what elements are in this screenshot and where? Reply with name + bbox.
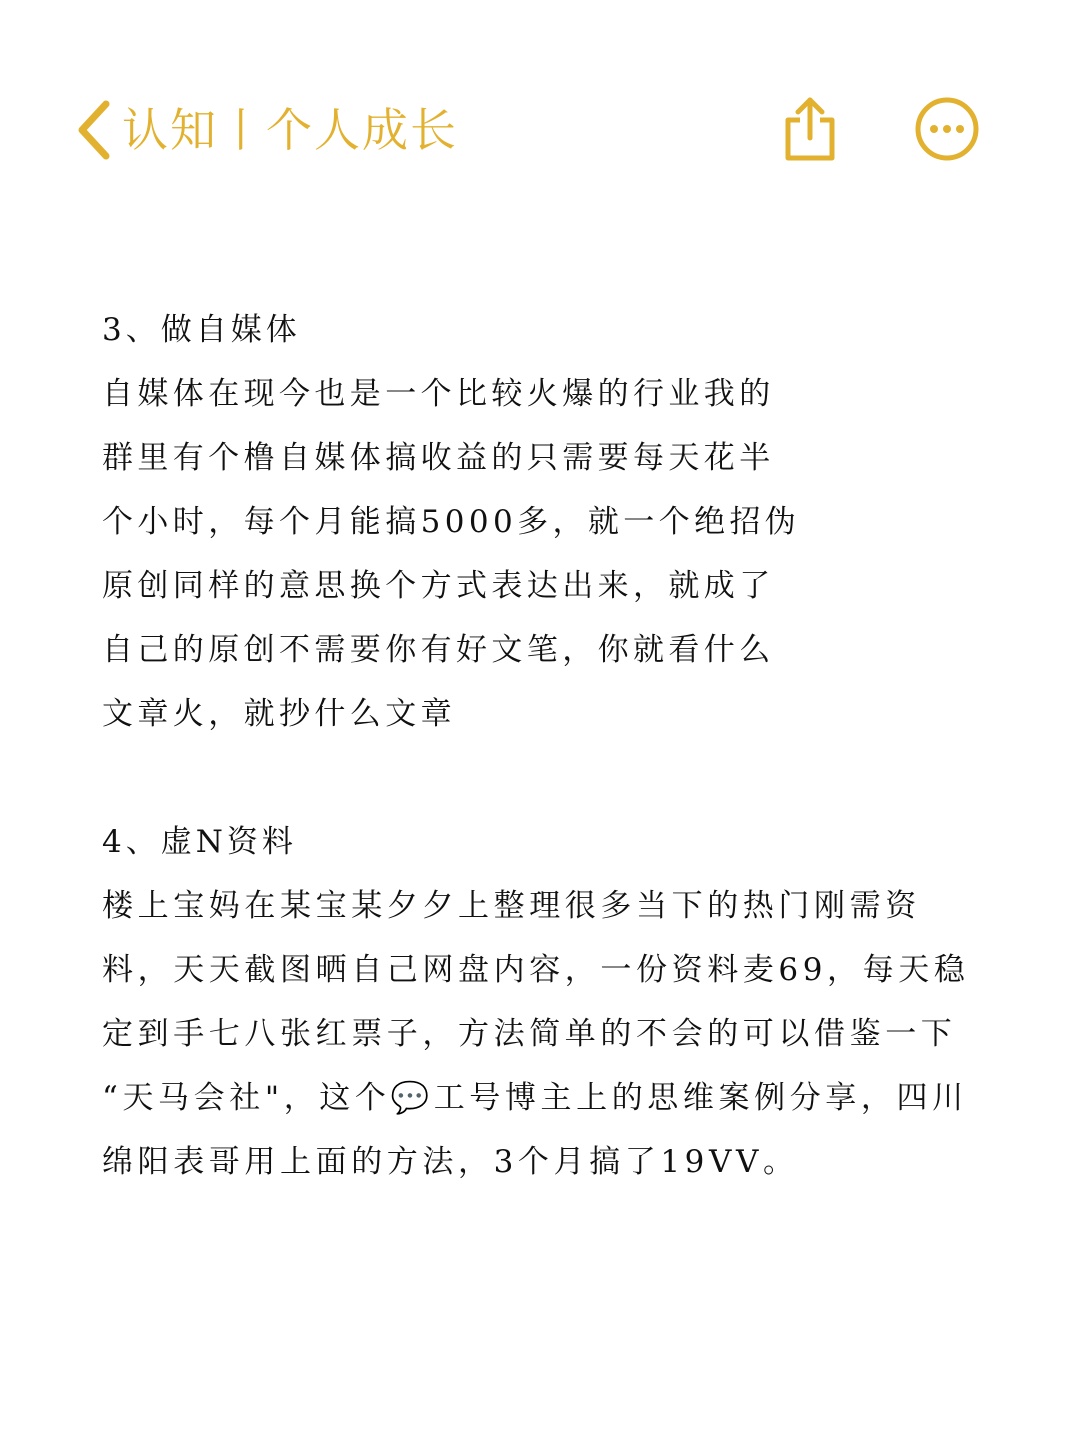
share-icon	[780, 92, 840, 164]
paragraph-line: 群里有个橹自媒体搞收益的只需要每天花半	[102, 440, 775, 476]
paragraph-line: 原创同样的意思换个方式表达出来，就成了	[102, 568, 775, 604]
paragraph-line: 楼上宝妈在某宝某夕夕上整理很多当下的热门刚需资	[102, 888, 921, 924]
paragraph-line: 料，天天截图晒自己网盘内容，一份资料麦69，每天稳	[102, 952, 970, 988]
paragraph-line: 自己的原创不需要你有好文笔，你就看什么	[102, 632, 775, 668]
section-heading: 4、虚N资料	[102, 824, 297, 860]
paragraph-line: 自媒体在现今也是一个比较火爆的行业我的	[102, 376, 775, 412]
page-title: 认知丨个人成长	[122, 103, 458, 157]
section-virtual-materials	[102, 810, 972, 1194]
top-nav-bar	[0, 88, 1080, 172]
note-content	[102, 298, 972, 1194]
paragraph-line: 文章火，就抄什么文章	[102, 696, 456, 732]
paragraph-line: “天马会社"，这个💬工号博主上的思维案例分享，四川	[102, 1080, 968, 1116]
chevron-left-icon	[70, 94, 116, 166]
back-button[interactable]	[70, 94, 116, 166]
paragraph-line: 定到手七八张红票子，方法简单的不会的可以借鉴一下	[102, 1016, 957, 1052]
section-heading: 3、做自媒体	[102, 312, 301, 348]
section-self-media	[102, 298, 972, 746]
more-options-button[interactable]	[914, 96, 980, 162]
share-button[interactable]	[780, 92, 840, 164]
paragraph-line: 个小时，每个月能搞5000多，就一个绝招伪	[102, 504, 801, 540]
paragraph-line: 绵阳表哥用上面的方法，3个月搞了19VV。	[102, 1144, 799, 1180]
more-horizontal-icon	[914, 96, 980, 162]
